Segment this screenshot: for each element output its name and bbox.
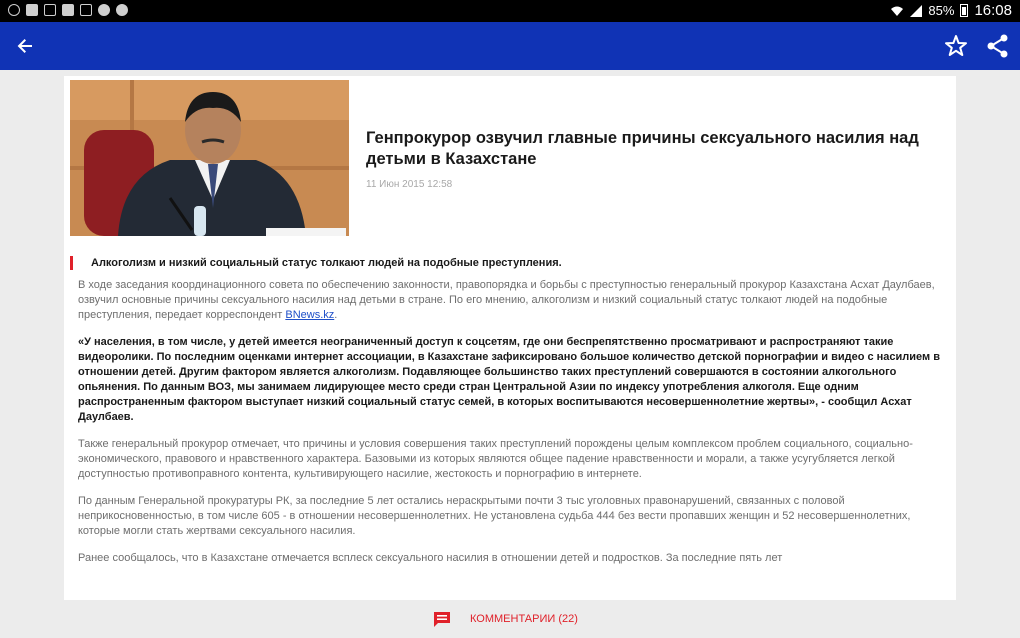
article-date: 11 Июн 2015 12:58 xyxy=(366,179,453,190)
article-paragraph: Также генеральный прокурор отмечает, что причины и условия совершения таких преступлений порождены целым комплексом проблем социального, социально-экономического, правового и нравственного характера. Базовыми из которых являются общее падение нравственности и морали, а также усугубляется легкой доступностью противоправного контента, культивирующего насилие, жестокость и порнографию в интернете. xyxy=(78,438,913,480)
share-button[interactable] xyxy=(982,30,1014,62)
article-lead: Алкоголизм и низкий социальный статус толкают людей на подобные преступления. xyxy=(70,256,940,270)
app-bar xyxy=(0,22,1020,70)
status-bar xyxy=(0,0,1020,22)
arrow-left-icon xyxy=(10,30,42,62)
clock: 16:08 xyxy=(974,2,1012,19)
article-paragraph xyxy=(78,278,944,323)
battery-icon xyxy=(960,4,968,17)
favorite-button[interactable] xyxy=(940,30,972,62)
notification-icons xyxy=(8,4,128,16)
usb-icon xyxy=(8,4,20,16)
article-card xyxy=(64,76,956,600)
paragraph-end: . xyxy=(334,309,338,321)
notification-icon xyxy=(44,4,56,16)
gallery-icon xyxy=(80,4,92,16)
signal-icon xyxy=(910,5,922,17)
wifi-icon xyxy=(890,5,904,17)
star-outline-icon xyxy=(940,30,972,62)
article-photo xyxy=(70,80,349,236)
notification-icon xyxy=(116,4,128,16)
article-quote: «У населения, в том числе, у детей имеется неограниченный доступ к соцсетям, где они беспрепятственно просматривают и распространяют такие видеоролики. По последним оценками интернет ассоциации, в Казахстане зафиксировано большое количество детской порнографии и видео с насилием в отношении детей. Другим фактором является алкоголизм. Подавляющее большинство таких преступлений совершаются в состоянии алкогольного опьянения. По данным ВОЗ, мы занимаем лидирующее место среди стран Центральной Азии по индексу употребления алкоголя. Еще одним распространенным фактором выступает низкий социальный статус семей, в которых воспитываются несовершеннолетние жертвы», - сообщил Асхат Даулбаев. xyxy=(78,336,940,423)
article-title: Генпрокурор озвучил главные причины сексуального насилия над детьми в Казахстане xyxy=(366,129,919,168)
notification-icon xyxy=(98,4,110,16)
article-paragraph: Ранее сообщалось, что в Казахстане отмечается всплеск сексуального насилия в отношении детей и подростков. За последние пять лет xyxy=(78,552,783,564)
back-button[interactable] xyxy=(10,30,42,62)
article-paragraph: По данным Генеральной прокуратуры РК, за последние 5 лет остались нераскрытыми почти 3 тыс уголовных правонарушений, связанных с половой неприкосновенностью, в том числе 605 - в отношении несовершеннолетних. Не установлена судьба 444 без вести пропавших женщин и 52 несовершеннолетних, которые могли стать жертвами сексуального насилия. xyxy=(78,495,911,537)
bottom-bar xyxy=(0,600,1020,638)
share-icon xyxy=(982,30,1014,62)
battery-percent: 85% xyxy=(928,3,955,18)
notification-icon xyxy=(26,4,38,16)
comments-button[interactable] xyxy=(432,610,578,628)
source-link[interactable]: BNews.kz xyxy=(285,309,335,321)
notification-icon xyxy=(62,4,74,16)
article-body xyxy=(78,278,944,578)
comments-label: КОММЕНТАРИИ (22) xyxy=(470,613,578,625)
paragraph-text: В ходе заседания координационного совета по обеспечению законности, правопорядка и борьбы с преступностью генеральный прокурор Казахстана Асхат Даулбаев, озвучил основные причины сексуального насилия над детьми в стране. По его мнению, алкоголизм и низкий социальный статус толкают людей на подобные преступления, передает корреспондент xyxy=(78,279,935,321)
comment-icon xyxy=(432,610,452,628)
